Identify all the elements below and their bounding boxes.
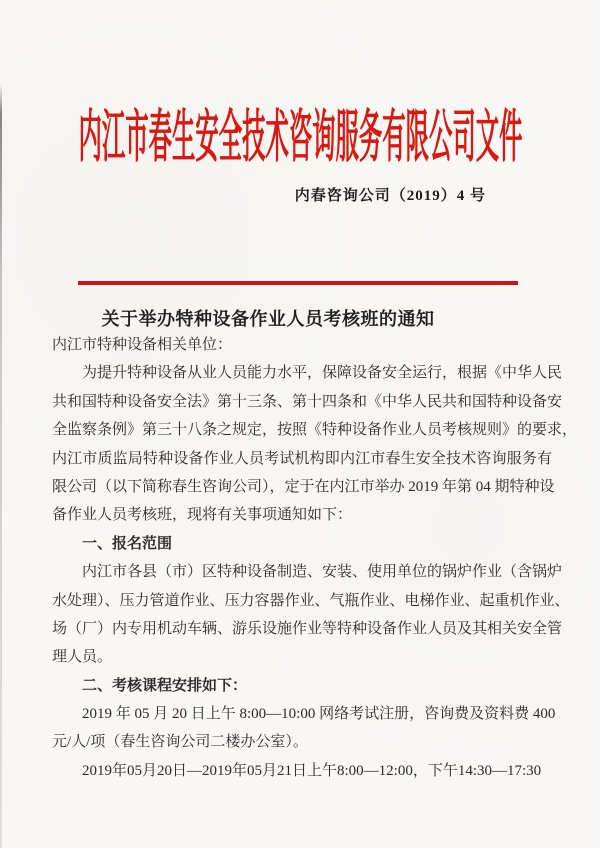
body-line: 水处理）、压力管道作业、压力容器作业、气瓶作业、电梯作业、起重机作业、 xyxy=(52,592,570,609)
document-number: 内春咨询公司（2019）4 号 xyxy=(294,188,486,204)
notice-title: 关于举办特种设备作业人员考核班的通知 xyxy=(101,309,435,329)
section-heading-1: 一、报名范围 xyxy=(82,535,173,552)
notice-body xyxy=(52,331,578,785)
body-line: 内江市各县（市）区特种设备制造、安装、使用单位的锅炉作业（含锅炉 xyxy=(82,564,563,581)
body-line: 场（厂）内专用机动车辆、游乐设施作业等特种设备作业人员及其相关安全管 xyxy=(52,620,563,637)
body-line: 共和国特种设备安全法》第十三条、第十四条和《中华人民共和国特种设备安 xyxy=(52,393,563,410)
body-line: 理人员。 xyxy=(52,649,113,666)
company-letterhead-title: 内江市春生安全技术咨询服务有限公司文件 xyxy=(77,106,523,169)
body-line: 元/人/项（春生咨询公司二楼办公室）。 xyxy=(52,734,308,751)
body-line: 2019年05月20日—2019年05月21日上午8:00—12:00，下午14:30—17:30 xyxy=(82,762,542,779)
letterhead xyxy=(0,104,600,172)
body-line: 全监察条例》第三十八条之规定，按照《特种设备作业人员考核规则》的要求， xyxy=(52,422,578,439)
body-line: 内江市质监局特种设备作业人员考试机构即内江市春生安全技术咨询服务有 xyxy=(52,450,552,467)
body-line: 限公司（以下简称春生咨询公司），定于在内江市举办 2019 年第 04 期特种设 xyxy=(52,478,555,495)
body-line: 为提升特种设备从业人员能力水平，保障设备安全运行，根据《中华人民 xyxy=(82,365,563,382)
body-line: 备作业人员考核班，现将有关事项通知如下： xyxy=(52,507,353,524)
red-separator-line xyxy=(78,281,518,285)
salutation-line: 内江市特种设备相关单位： xyxy=(52,337,233,353)
section-heading-2: 二、考核课程安排如下： xyxy=(82,677,248,694)
body-line: 2019 年 05 月 20 日上午 8:00—10:00 网络考试注册，咨询费及资料费 400 xyxy=(82,706,556,723)
